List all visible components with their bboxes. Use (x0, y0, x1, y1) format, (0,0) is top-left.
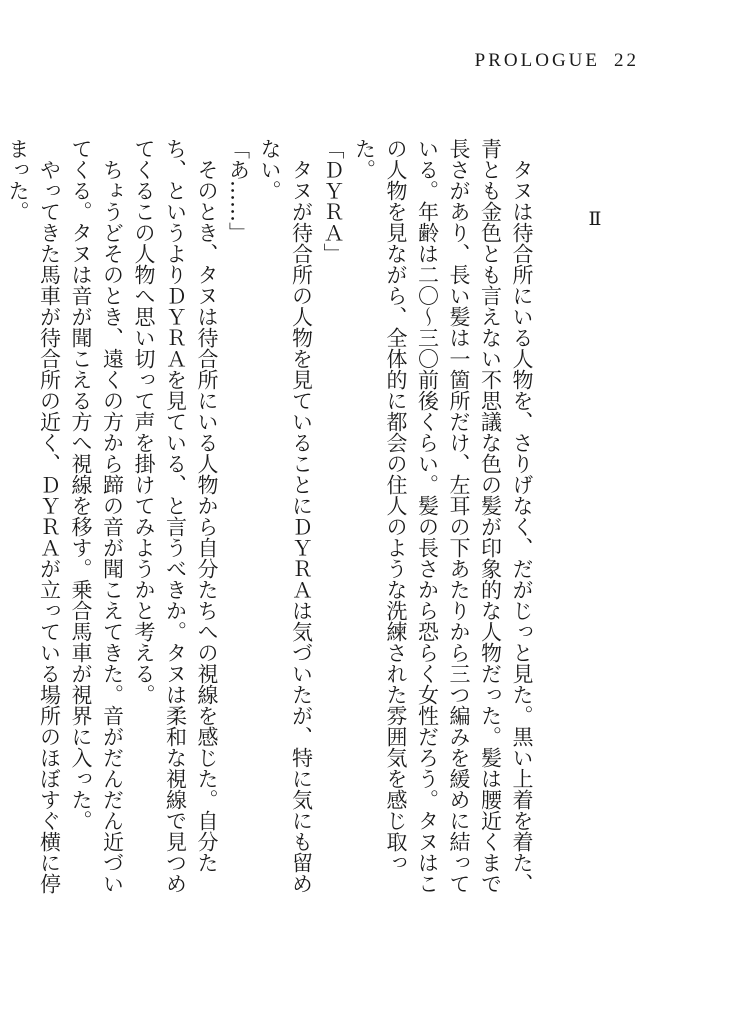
header-title: PROLOGUE (474, 50, 600, 71)
section-number: Ⅱ (588, 209, 602, 230)
paragraph: タヌが待合所の人物を見ていることにＤＹＲＡは気づいたが、特に気にも留めない。 (258, 138, 314, 894)
page-number: 22 (614, 50, 639, 71)
dialogue-line: 「あ……」 (226, 138, 251, 243)
paragraph: そのとき、タヌは待合所にいる人物から自分たちへの視線を感じた。自分たち、というよりＤＹＲＡを見ている、と言うべきか。タヌは柔和な視線で見つめてくるこの人物へ思い切って声を掛けてみようかと考える。 (132, 138, 219, 894)
dialogue-line: 「ＤＹＲＡ」 (321, 138, 345, 264)
paragraph: タヌは待合所にいる人物を、さりげなく、だがじっと見た。黒い上着を着た、青とも金色とも言えない不思議な色の髪が印象的な人物だった。髪は腰近くまで長さがあり、長い髪は一箇所だけ、左耳の下あたりから三つ編みを緩めに結っている。年齢は二〇～三〇前後くらい。髪の長さから恐らく女性だろう。タヌはこの人物を見ながら、全体的に都会の住人のような洗練された雰囲気を感じ取った。 (352, 138, 534, 894)
body-text (6, 138, 537, 898)
paragraph: ちょうどそのとき、遠くの方から蹄の音が聞こえてきた。音がだんだん近づいてくる。タヌは音が聞こえる方へ視線を移す。乗合馬車が視界に入った。 (69, 138, 125, 894)
running-header (475, 50, 639, 72)
paragraph: やってきた馬車が待合所の近く、ＤＹＲＡが立っている場所のほぼすぐ横に停まった。 (6, 138, 62, 894)
